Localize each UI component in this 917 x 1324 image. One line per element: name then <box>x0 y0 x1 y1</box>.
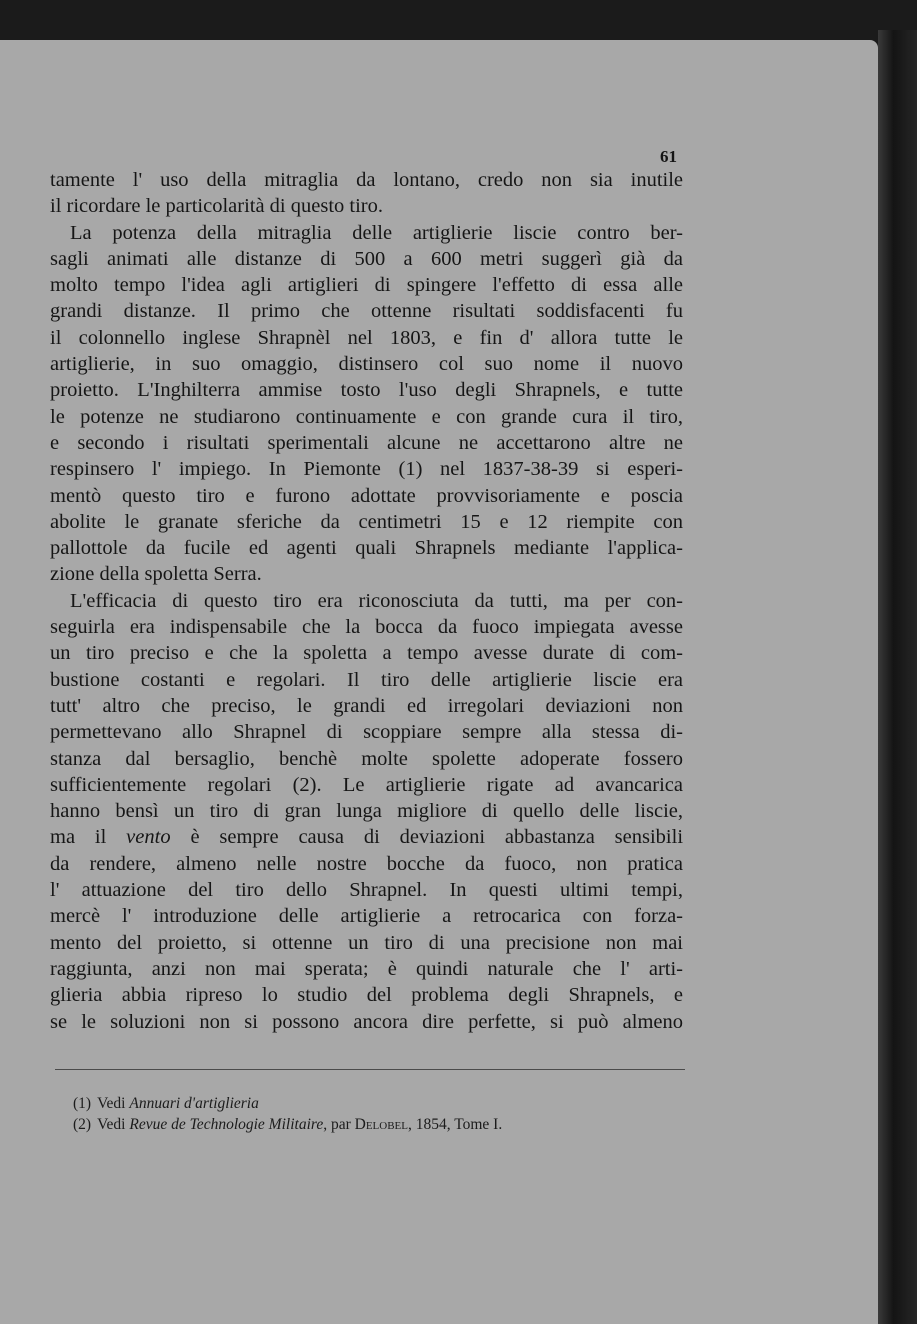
text-line: bustione costanti e regolari. Il tiro delle artiglierie liscie era <box>50 668 683 691</box>
footnote-title: Revue de Technologie Militaire <box>129 1116 324 1133</box>
text-line: molto tempo l'idea agli artiglieri di spingere l'effetto di essa alle <box>50 274 683 297</box>
text-line: sufficientemente regolari (2). Le artiglierie rigate ad avancarica <box>50 773 683 796</box>
text-line: da rendere, almeno nelle nostre bocche da fuoco, non pratica <box>50 852 683 875</box>
text-line: mercè l' introduzione delle artiglierie a retrocarica con forza- <box>50 905 683 928</box>
text-line: zione della spoletta Serra. <box>50 563 262 586</box>
text-line: permettevano allo Shrapnel di scoppiare sempre alla stessa di- <box>50 721 683 744</box>
text-line: pallottole da fucile ed agenti quali Shrapnels mediante l'applica- <box>50 537 683 560</box>
text-line: l' attuazione del tiro dello Shrapnel. In questi ultimi tempi, <box>50 879 683 902</box>
footnote-title: Annuari d'artiglieria <box>129 1095 259 1112</box>
footnote-text: , par <box>323 1116 351 1133</box>
text-line: sagli animati alle distanze di 500 a 600 metri suggerì già da <box>50 247 683 270</box>
footnote-2 <box>73 1114 673 1135</box>
text-line: artiglierie, in suo omaggio, distinsero col suo nome il nuovo <box>50 353 683 376</box>
page-number: 61 <box>660 147 677 166</box>
text-fragment: ma il <box>50 826 127 849</box>
text-line: se le soluzioni non si possono ancora dire perfette, si può almeno <box>50 1010 683 1033</box>
text-line: raggiunta, anzi non mai sperata; è quindi naturale che l' arti- <box>50 957 683 980</box>
text-line: tamente l' uso della mitraglia da lontano, credo non sia inutile <box>50 169 683 191</box>
text-line: seguirla era indispensabile che la bocca da fuoco impiegata avesse <box>50 616 683 639</box>
footnote-text: Vedi <box>97 1116 126 1133</box>
text-line: mentò questo tiro e furono adottate provvisoriamente e poscia <box>50 484 683 507</box>
text-line: tutt' altro che preciso, le grandi ed irregolari deviazioni non <box>50 694 683 717</box>
text-line: hanno bensì un tiro di gran lunga migliore di quello delle liscie, <box>50 800 683 823</box>
text-line: un tiro preciso e che la spoletta a tempo avesse durate di com- <box>50 642 683 665</box>
footnote-author: Delobel <box>354 1116 408 1133</box>
book-spine-edge <box>878 30 917 1324</box>
text-line: e secondo i risultati sperimentali alcune ne accettarono altre ne <box>50 431 683 454</box>
text-line: mento del proietto, si ottenne un tiro di una precisione non mai <box>50 931 683 954</box>
text-fragment: è sempre causa di deviazioni abbastanza sensibili <box>170 826 684 849</box>
footnote-number: (1) <box>73 1095 92 1112</box>
footnote-1 <box>73 1093 673 1114</box>
text-line: grandi distanze. Il primo che ottenne risultati soddisfacenti fu <box>50 300 683 323</box>
text-line: le potenze ne studiarono continuamente e con grande cura il tiro, <box>50 405 683 428</box>
body-text <box>50 167 683 1035</box>
text-line <box>50 824 683 850</box>
footnotes <box>73 1093 673 1135</box>
text-line: respinsero l' impiego. In Piemonte (1) nel 1837-38-39 si esperi- <box>50 458 683 481</box>
text-line: La potenza della mitraglia delle artiglierie liscie contro ber- <box>70 221 683 244</box>
footnote-text: , 1854, Tome I. <box>408 1116 503 1133</box>
text-line: il colonnello inglese Shrapnèl nel 1803, e fin d' allora tutte le <box>50 326 683 349</box>
text-line: L'efficacia di questo tiro era riconosciuta da tutti, ma per con- <box>70 589 683 612</box>
footnote-number: (2) <box>73 1116 92 1133</box>
footnote-separator <box>55 1069 685 1070</box>
text-line: proietto. L'Inghilterra ammise tosto l'uso degli Shrapnels, e tutte <box>50 379 683 402</box>
footnote-text: Vedi <box>97 1095 126 1112</box>
text-line: il ricordare le particolarità di questo tiro. <box>50 195 383 218</box>
text-line: glieria abbia ripreso lo studio del problema degli Shrapnels, e <box>50 984 683 1007</box>
text-line: stanza dal bersaglio, benchè molte spolette adoperate fossero <box>50 747 683 770</box>
italic-word: vento <box>126 826 171 849</box>
text-line: abolite le granate sferiche da centimetri 15 e 12 riempite con <box>50 510 683 533</box>
